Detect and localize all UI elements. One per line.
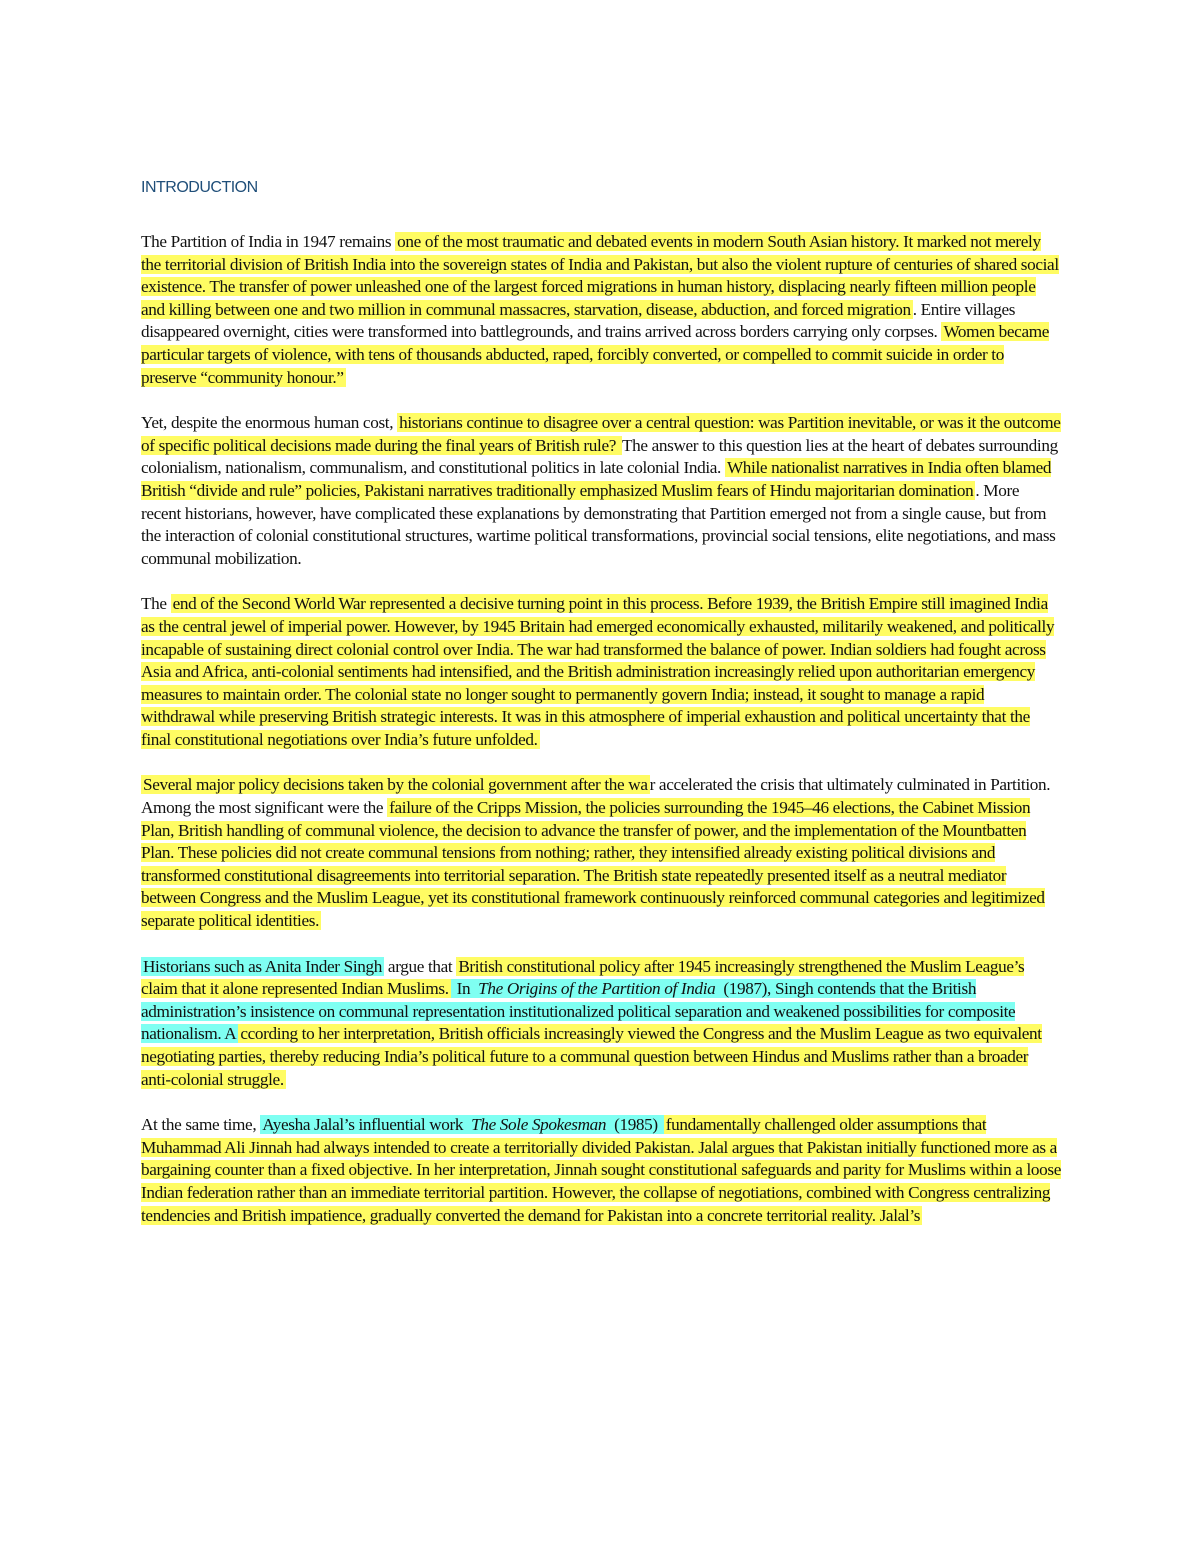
section-heading: INTRODUCTION [141,179,258,196]
text-segment: . Entire villages disappeared overnight, cities were transformed into battlegrounds, and trains arrived across borders carrying only corpses. [141,299,1016,342]
highlighted-text-yellow: end of the Second World War represented a decisive turning point in this process. Before 1939, the British Empire still imagined India as the central jewel of imperial power. However, by 1945 Britain had emerged economically exhausted, militarily weakened, and politically incapable of sustaining direct colonial control over India. The war had transformed the balance of power. Indian soldiers had fought across Asia and Africa, anti-colonial sentiments had intensified, and the British administration increasingly relied upon authoritarian emergency measures to maintain order. The colonial state no longer sought to permanently govern India; instead, it sought to manage a rapid withdrawal while preserving British strategic interests. It was in this atmosphere of imperial exhaustion and political uncertainty that the final constitutional negotiations over India’s future unfolded. [141,594,1055,749]
highlighted-text-cyan: (1985) [610,1115,662,1135]
text-segment: The [141,594,171,614]
highlighted-text-cyan: (1987), Singh contends that the British administration’s insistence on communal representation institutionalized political separation and weakened possibilities for composite nationalism. A [141,979,1016,1044]
paragraph [141,593,1061,751]
highlighted-text-cyan: The Sole Spokesman [471,1115,607,1135]
highlighted-text-cyan: In [452,979,475,999]
highlighted-text-yellow: Women became particular targets of violence, with tens of thousands abducted, raped, forcibly converted, or compelled to commit suicide in order to preserve “community honour.” [141,322,1050,387]
highlighted-text-yellow: While nationalist narratives in India often blamed British “divide and rule” policies, Pakistani narratives traditionally emphasized Muslim fears of Hindu majoritarian domination [141,458,1052,500]
highlighted-text-yellow: historians continue to disagree over a central question: was Partition inevitable, or was it the outcome of specific political decisions made during the final years of British rule? [141,413,1061,455]
text-segment: Yet, despite the enormous human cost, [141,413,398,433]
paragraph [141,1114,1061,1227]
highlighted-text-yellow: British constitutional policy after 1945 increasingly strengthened the Muslim League’s claim that it alone represented Indian Muslims. [141,956,1025,999]
highlighted-text-yellow: Several major policy decisions taken by the colonial government after the wa [143,775,648,795]
paragraph [141,956,1061,1092]
text-segment: The Partition of India in 1947 remains [141,232,396,251]
highlighted-text-cyan: Ayesha Jalal’s influential work [262,1115,468,1135]
paragraph [141,774,1061,932]
highlighted-text-yellow: ccording to her interpretation, British officials increasingly viewed the Congress and the Muslim League as two equivalent negotiating parties, thereby reducing India’s political future to a communal question between Hindus and Muslims rather than a broader anti-colonial struggle. [141,1024,1042,1089]
text-segment: . More recent historians, however, have complicated these explanations by demonstrating that Partition emerged not from a single cause, but from the interaction of colonial constitutional structures, wartime political transformations, provincial social tensions, elite negotiations, and mass communal mobilization. [141,480,1056,568]
text-segment: argue that [383,956,457,976]
highlighted-text-yellow: fundamentally challenged older assumptions that Muhammad Ali Jinnah had always intended to create a territorially divided Pakistan. Jalal argues that Pakistan initially functioned more as a bargaining counter than a fixed objective. In her interpretation, Jinnah sought constitutional safeguards and parity for Muslims within a loose Indian federation rather than an immediate territorial partition. However, the collapse of negotiations, combined with Congress centralizing tendencies and British impatience, gradually converted the demand for Pakistan into a concrete territorial reality. Jalal’s [141,1115,1062,1225]
paragraph [141,412,1061,570]
highlighted-text-yellow: one of the most traumatic and debated events in modern South Asian history. It marked not merely the territorial division of British India into the sovereign states of India and Pakistan, but also the violent rupture of centuries of shared social existence. The transfer of power unleashed one of the largest forced migrations in human history, displacing nearly fifteen million people and killing between one and two million in communal massacres, starvation, disease, abduction, and forced migration [141,232,1059,319]
highlighted-text-cyan: The Origins of the Partition of India [478,979,716,999]
highlighted-text-cyan: Historians such as Anita Inder Singh [143,956,382,976]
document-body [141,231,1061,1250]
text-segment: r accelerated the crisis that ultimately culminated in Partition. Among the most significant were the [141,775,1051,818]
highlighted-text-yellow: failure of the Cripps Mission, the policies surrounding the 1945–46 elections, the Cabinet Mission Plan, British handling of communal violence, the decision to advance the transfer of power, and the implementation of the Mountbatten Plan. These policies did not create communal tensions from nothing; rather, they intensified already existing political divisions and transformed constitutional disagreements into territorial separation. The British state repeatedly presented itself as a neutral mediator between Congress and the Muslim League, yet its constitutional framework continuously reinforced communal categories and legitimized separate political identities. [141,798,1045,931]
text-segment: The answer to this question lies at the heart of debates surrounding colonialism, nationalism, communalism, and constitutional politics in late colonial India. [141,435,1058,478]
text-segment: At the same time, [141,1115,261,1135]
paragraph [141,231,1061,389]
